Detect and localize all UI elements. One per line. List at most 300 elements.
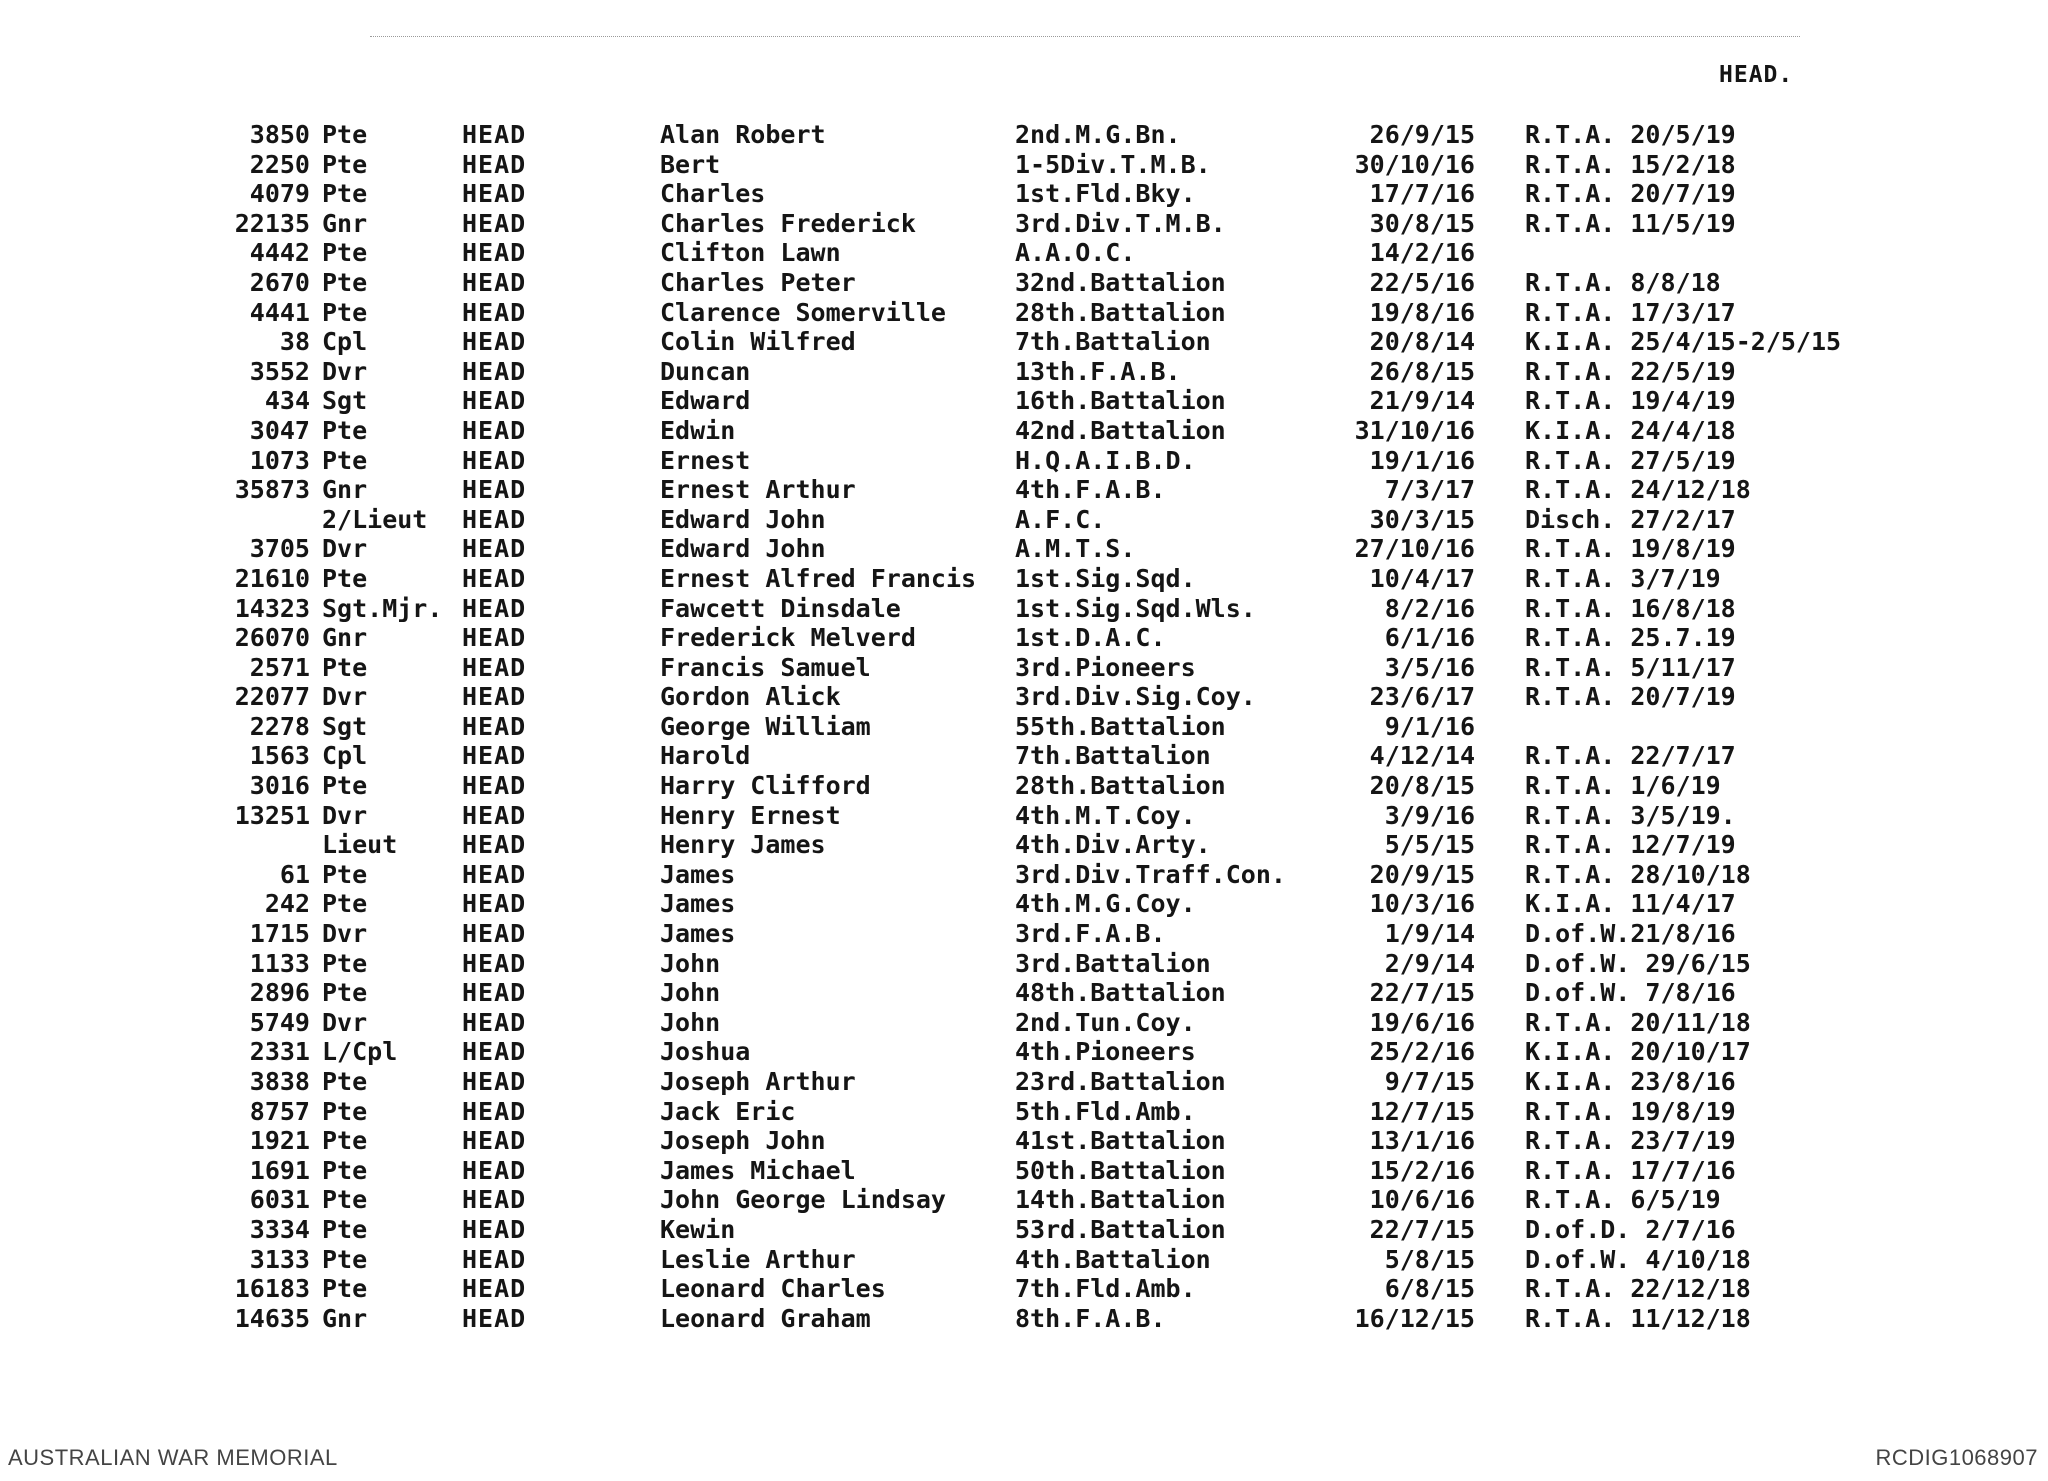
page-heading: HEAD. [1719, 62, 1794, 88]
service-number: 4079 [249, 179, 310, 209]
roll-row [0, 1245, 2048, 1275]
surname: HEAD [462, 741, 527, 771]
rank: Pte [322, 445, 368, 475]
surname: HEAD [462, 238, 527, 268]
fate: K.I.A. 24/4/18 [1525, 415, 1736, 445]
rank: L/Cpl [322, 1037, 398, 1067]
rank: Pte [322, 1214, 368, 1244]
service-number: 1921 [249, 1126, 310, 1156]
surname: HEAD [462, 1274, 527, 1304]
enlistment-date: 20/8/14 [1369, 327, 1475, 357]
fate: R.T.A. 20/5/19 [1525, 120, 1736, 149]
rank: Gnr [322, 475, 368, 505]
rank: Pte [322, 652, 368, 682]
enlistment-date: 9/7/15 [1384, 1067, 1475, 1096]
roll-row [0, 889, 2048, 919]
enlistment-date: 3/9/16 [1384, 800, 1475, 830]
unit: 3rd.Pioneers [1015, 652, 1196, 682]
enlistment-date: 2/9/14 [1384, 948, 1475, 978]
enlistment-date: 30/8/15 [1369, 208, 1475, 238]
fate: R.T.A. 3/7/19 [1525, 563, 1721, 593]
surname: HEAD [462, 504, 527, 534]
unit: 3rd.Div.T.M.B. [1015, 208, 1226, 238]
unit: 7th.Battalion [1015, 327, 1211, 357]
fate: R.T.A. 20/7/19 [1525, 179, 1736, 209]
service-number: 3133 [249, 1244, 310, 1274]
given-names: Harry Clifford [660, 771, 871, 801]
unit: 1st.Sig.Sqd. [1015, 563, 1196, 593]
service-number: 16183 [234, 1274, 310, 1304]
service-number: 3016 [249, 771, 310, 801]
rank: Pte [322, 889, 368, 919]
service-number: 3334 [249, 1214, 310, 1244]
roll-row [0, 298, 2048, 328]
service-number: 2331 [249, 1037, 310, 1067]
service-number: 26070 [234, 623, 310, 653]
service-number: 1133 [249, 948, 310, 978]
unit: 1st.Fld.Bky. [1015, 179, 1196, 209]
rank: Pte [322, 1185, 368, 1215]
rank: Dvr [322, 682, 368, 712]
given-names: Edward John [660, 534, 826, 564]
service-number: 2571 [249, 652, 310, 682]
top-dotted-rule [370, 36, 1800, 37]
fate: D.of.W.21/8/16 [1525, 919, 1736, 949]
roll-row [0, 1304, 2048, 1334]
fate: R.T.A. 17/3/17 [1525, 297, 1736, 327]
rank: Pte [322, 179, 368, 209]
unit: 28th.Battalion [1015, 297, 1226, 327]
roll-row [0, 238, 2048, 268]
unit: 53rd.Battalion [1015, 1214, 1226, 1244]
unit: 4th.Div.Arty. [1015, 830, 1211, 860]
surname: HEAD [462, 445, 527, 475]
fate: D.of.D. 2/7/16 [1525, 1214, 1736, 1244]
fate: Disch. 27/2/17 [1525, 504, 1736, 534]
fate: R.T.A. 19/4/19 [1525, 386, 1736, 416]
roll-row [0, 327, 2048, 357]
enlistment-date: 1/9/14 [1384, 919, 1475, 949]
surname: HEAD [462, 623, 527, 653]
unit: 4th.Battalion [1015, 1244, 1211, 1274]
rank: Gnr [322, 623, 368, 653]
service-number: 3838 [249, 1067, 310, 1096]
rank: Dvr [322, 534, 368, 564]
given-names: Leslie Arthur [660, 1244, 856, 1274]
enlistment-date: 22/7/15 [1369, 1214, 1475, 1244]
rank: Pte [322, 1274, 368, 1304]
service-number: 14323 [234, 593, 310, 623]
roll-row [0, 150, 2048, 180]
roll-row [0, 268, 2048, 298]
surname: HEAD [462, 1096, 527, 1126]
roll-row [0, 830, 2048, 860]
enlistment-date: 15/2/16 [1369, 1155, 1475, 1185]
enlistment-date: 10/4/17 [1369, 563, 1475, 593]
service-number: 3705 [249, 534, 310, 564]
unit: A.A.O.C. [1015, 238, 1136, 268]
given-names: Ernest [660, 445, 751, 475]
unit: 42nd.Battalion [1015, 415, 1226, 445]
given-names: Gordon Alick [660, 682, 841, 712]
enlistment-date: 8/2/16 [1384, 593, 1475, 623]
surname: HEAD [462, 800, 527, 830]
roll-row [0, 860, 2048, 890]
fate: R.T.A. 28/10/18 [1525, 859, 1751, 889]
surname: HEAD [462, 771, 527, 801]
surname: HEAD [462, 534, 527, 564]
fate: K.I.A. 23/8/16 [1525, 1067, 1736, 1096]
surname: HEAD [462, 386, 527, 416]
rank: Pte [322, 978, 368, 1008]
unit: H.Q.A.I.B.D. [1015, 445, 1196, 475]
fate: R.T.A. 27/5/19 [1525, 445, 1736, 475]
given-names: Edward [660, 386, 751, 416]
given-names: James [660, 889, 736, 919]
rank: Pte [322, 859, 368, 889]
unit: 3rd.Div.Sig.Coy. [1015, 682, 1256, 712]
fate: K.I.A. 20/10/17 [1525, 1037, 1751, 1067]
roll-row [0, 446, 2048, 476]
rank: Pte [322, 149, 368, 179]
fate: R.T.A. 1/6/19 [1525, 771, 1721, 801]
given-names: Alan Robert [660, 120, 826, 149]
given-names: John George Lindsay [660, 1185, 946, 1215]
rank: Pte [322, 1126, 368, 1156]
unit: 14th.Battalion [1015, 1185, 1226, 1215]
unit: 5th.Fld.Amb. [1015, 1096, 1196, 1126]
roll-row [0, 741, 2048, 771]
enlistment-date: 6/8/15 [1384, 1274, 1475, 1304]
surname: HEAD [462, 1126, 527, 1156]
rank: Cpl [322, 741, 368, 771]
service-number: 1073 [249, 445, 310, 475]
surname: HEAD [462, 1037, 527, 1067]
fate: K.I.A. 11/4/17 [1525, 889, 1736, 919]
document-id: RCDIG1068907 [1875, 1445, 2038, 1470]
unit: 50th.Battalion [1015, 1155, 1226, 1185]
enlistment-date: 22/5/16 [1369, 267, 1475, 297]
surname: HEAD [462, 711, 527, 741]
surname: HEAD [462, 475, 527, 505]
given-names: Ernest Arthur [660, 475, 856, 505]
surname: HEAD [462, 415, 527, 445]
fate: R.T.A. 22/5/19 [1525, 356, 1736, 386]
unit: 55th.Battalion [1015, 711, 1226, 741]
unit: A.F.C. [1015, 504, 1106, 534]
enlistment-date: 14/2/16 [1369, 238, 1475, 268]
given-names: Henry James [660, 830, 826, 860]
given-names: Fawcett Dinsdale [660, 593, 901, 623]
enlistment-date: 26/8/15 [1369, 356, 1475, 386]
fate: D.of.W. 4/10/18 [1525, 1244, 1751, 1274]
fate: R.T.A. 11/5/19 [1525, 208, 1736, 238]
rank: Sgt [322, 711, 368, 741]
given-names: Ernest Alfred Francis [660, 563, 977, 593]
given-names: Edwin [660, 415, 736, 445]
fate: R.T.A. 19/8/19 [1525, 1096, 1736, 1126]
rank: Cpl [322, 327, 368, 357]
service-number: 242 [264, 889, 310, 919]
fate: K.I.A. 25/4/15-2/5/15 [1525, 327, 1842, 357]
roll-row [0, 120, 2048, 150]
fate: D.of.W. 29/6/15 [1525, 948, 1751, 978]
rank: Sgt.Mjr. [322, 593, 443, 623]
surname: HEAD [462, 149, 527, 179]
unit: 2nd.M.G.Bn. [1015, 120, 1181, 149]
enlistment-date: 3/5/16 [1384, 652, 1475, 682]
given-names: John [660, 1007, 721, 1037]
surname: HEAD [462, 682, 527, 712]
service-number: 3850 [249, 120, 310, 149]
given-names: Joseph John [660, 1126, 826, 1156]
surname: HEAD [462, 1007, 527, 1037]
rank: Lieut [322, 830, 398, 860]
enlistment-date: 6/1/16 [1384, 623, 1475, 653]
fate: R.T.A. 20/11/18 [1525, 1007, 1751, 1037]
archive-credit: AUSTRALIAN WAR MEMORIAL [8, 1445, 338, 1470]
enlistment-date: 4/12/14 [1369, 741, 1475, 771]
roll-row [0, 1097, 2048, 1127]
enlistment-date: 25/2/16 [1369, 1037, 1475, 1067]
fate: R.T.A. 17/7/16 [1525, 1155, 1736, 1185]
given-names: Francis Samuel [660, 652, 871, 682]
roll-row [0, 978, 2048, 1008]
surname: HEAD [462, 179, 527, 209]
roll-row [0, 1156, 2048, 1186]
fate: R.T.A. 8/8/18 [1525, 267, 1721, 297]
fate: R.T.A. 24/12/18 [1525, 475, 1751, 505]
rank: Pte [322, 563, 368, 593]
surname: HEAD [462, 830, 527, 860]
rank: Pte [322, 238, 368, 268]
unit: 1-5Div.T.M.B. [1015, 149, 1211, 179]
surname: HEAD [462, 978, 527, 1008]
service-number: 3552 [249, 356, 310, 386]
roll-row [0, 712, 2048, 742]
service-number: 1715 [249, 919, 310, 949]
fate: R.T.A. 11/12/18 [1525, 1303, 1751, 1333]
nominal-roll-list [0, 120, 2048, 1333]
fate: R.T.A. 12/7/19 [1525, 830, 1736, 860]
service-number: 35873 [234, 475, 310, 505]
rank: Pte [322, 1067, 368, 1096]
enlistment-date: 26/9/15 [1369, 120, 1475, 149]
surname: HEAD [462, 948, 527, 978]
surname: HEAD [462, 208, 527, 238]
service-number: 5749 [249, 1007, 310, 1037]
service-number: 22135 [234, 208, 310, 238]
service-number: 21610 [234, 563, 310, 593]
fate: R.T.A. 15/2/18 [1525, 149, 1736, 179]
fate: R.T.A. 20/7/19 [1525, 682, 1736, 712]
roll-row [0, 1215, 2048, 1245]
roll-row [0, 1067, 2048, 1097]
enlistment-date: 12/7/15 [1369, 1096, 1475, 1126]
roll-row [0, 1008, 2048, 1038]
rank: Dvr [322, 1007, 368, 1037]
rank: Pte [322, 771, 368, 801]
unit: 3rd.F.A.B. [1015, 919, 1166, 949]
service-number: 38 [279, 327, 310, 357]
fate: R.T.A. 3/5/19. [1525, 800, 1736, 830]
fate: R.T.A. 6/5/19 [1525, 1185, 1721, 1215]
rank: 2/Lieut [322, 504, 428, 534]
service-number: 3047 [249, 415, 310, 445]
rank: Pte [322, 1096, 368, 1126]
roll-row [0, 682, 2048, 712]
service-number: 1563 [249, 741, 310, 771]
fate: R.T.A. 19/8/19 [1525, 534, 1736, 564]
enlistment-date: 19/6/16 [1369, 1007, 1475, 1037]
unit: 4th.F.A.B. [1015, 475, 1166, 505]
service-number: 4442 [249, 238, 310, 268]
enlistment-date: 21/9/14 [1369, 386, 1475, 416]
roll-row [0, 505, 2048, 535]
service-number: 13251 [234, 800, 310, 830]
enlistment-date: 16/12/15 [1354, 1303, 1475, 1333]
rank: Sgt [322, 386, 368, 416]
given-names: John [660, 948, 721, 978]
roll-row [0, 623, 2048, 653]
surname: HEAD [462, 356, 527, 386]
rank: Pte [322, 297, 368, 327]
service-number: 2278 [249, 711, 310, 741]
enlistment-date: 30/3/15 [1369, 504, 1475, 534]
unit: 8th.F.A.B. [1015, 1303, 1166, 1333]
rank: Pte [322, 948, 368, 978]
fate: R.T.A. 16/8/18 [1525, 593, 1736, 623]
given-names: Edward John [660, 504, 826, 534]
given-names: Harold [660, 741, 751, 771]
rank: Dvr [322, 919, 368, 949]
given-names: Clifton Lawn [660, 238, 841, 268]
surname: HEAD [462, 1303, 527, 1333]
enlistment-date: 17/7/16 [1369, 179, 1475, 209]
given-names: Colin Wilfred [660, 327, 856, 357]
roll-row [0, 179, 2048, 209]
enlistment-date: 10/6/16 [1369, 1185, 1475, 1215]
given-names: Duncan [660, 356, 751, 386]
fate: D.of.W. 7/8/16 [1525, 978, 1736, 1008]
surname: HEAD [462, 1214, 527, 1244]
unit: 2nd.Tun.Coy. [1015, 1007, 1196, 1037]
given-names: James [660, 859, 736, 889]
given-names: Joseph Arthur [660, 1067, 856, 1096]
given-names: Clarence Somerville [660, 297, 946, 327]
enlistment-date: 13/1/16 [1369, 1126, 1475, 1156]
surname: HEAD [462, 563, 527, 593]
surname: HEAD [462, 1244, 527, 1274]
enlistment-date: 7/3/17 [1384, 475, 1475, 505]
surname: HEAD [462, 297, 527, 327]
enlistment-date: 20/8/15 [1369, 771, 1475, 801]
service-number: 61 [279, 859, 310, 889]
roll-row [0, 1126, 2048, 1156]
given-names: John [660, 978, 721, 1008]
roll-row [0, 475, 2048, 505]
given-names: Charles [660, 179, 766, 209]
fate: R.T.A. 5/11/17 [1525, 652, 1736, 682]
roll-row [0, 1185, 2048, 1215]
fate: R.T.A. 22/12/18 [1525, 1274, 1751, 1304]
roll-row [0, 534, 2048, 564]
enlistment-date: 10/3/16 [1369, 889, 1475, 919]
rank: Pte [322, 120, 368, 149]
unit: 4th.M.G.Coy. [1015, 889, 1196, 919]
surname: HEAD [462, 1067, 527, 1096]
given-names: Jack Eric [660, 1096, 796, 1126]
given-names: Frederick Melverd [660, 623, 916, 653]
enlistment-date: 31/10/16 [1354, 415, 1475, 445]
rank: Pte [322, 1244, 368, 1274]
unit: 7th.Fld.Amb. [1015, 1274, 1196, 1304]
unit: A.M.T.S. [1015, 534, 1136, 564]
rank: Pte [322, 1155, 368, 1185]
roll-row [0, 594, 2048, 624]
service-number: 6031 [249, 1185, 310, 1215]
unit: 3rd.Battalion [1015, 948, 1211, 978]
unit: 1st.D.A.C. [1015, 623, 1166, 653]
unit: 13th.F.A.B. [1015, 356, 1181, 386]
fate: R.T.A. 22/7/17 [1525, 741, 1736, 771]
rank: Pte [322, 415, 368, 445]
roll-row [0, 1037, 2048, 1067]
surname: HEAD [462, 1155, 527, 1185]
surname: HEAD [462, 327, 527, 357]
roll-row [0, 357, 2048, 387]
enlistment-date: 5/5/15 [1384, 830, 1475, 860]
unit: 4th.Pioneers [1015, 1037, 1196, 1067]
unit: 23rd.Battalion [1015, 1067, 1226, 1096]
given-names: James [660, 919, 736, 949]
given-names: Henry Ernest [660, 800, 841, 830]
fate: R.T.A. 23/7/19 [1525, 1126, 1736, 1156]
roll-row [0, 771, 2048, 801]
given-names: Leonard Charles [660, 1274, 886, 1304]
given-names: Kewin [660, 1214, 736, 1244]
unit: 48th.Battalion [1015, 978, 1226, 1008]
given-names: James Michael [660, 1155, 856, 1185]
roll-row [0, 416, 2048, 446]
surname: HEAD [462, 1185, 527, 1215]
service-number: 4441 [249, 297, 310, 327]
surname: HEAD [462, 889, 527, 919]
enlistment-date: 19/1/16 [1369, 445, 1475, 475]
rank: Gnr [322, 1303, 368, 1333]
surname: HEAD [462, 593, 527, 623]
surname: HEAD [462, 120, 527, 149]
fate: R.T.A. 25.7.19 [1525, 623, 1736, 653]
enlistment-date: 9/1/16 [1384, 711, 1475, 741]
surname: HEAD [462, 267, 527, 297]
unit: 7th.Battalion [1015, 741, 1211, 771]
unit: 3rd.Div.Traff.Con. [1015, 859, 1286, 889]
surname: HEAD [462, 652, 527, 682]
enlistment-date: 27/10/16 [1354, 534, 1475, 564]
service-number: 14635 [234, 1303, 310, 1333]
given-names: Leonard Graham [660, 1303, 871, 1333]
roll-row [0, 653, 2048, 683]
given-names: Charles Peter [660, 267, 856, 297]
given-names: Bert [660, 149, 721, 179]
service-number: 2896 [249, 978, 310, 1008]
service-number: 1691 [249, 1155, 310, 1185]
given-names: Charles Frederick [660, 208, 916, 238]
roll-row [0, 949, 2048, 979]
unit: 41st.Battalion [1015, 1126, 1226, 1156]
enlistment-date: 30/10/16 [1354, 149, 1475, 179]
